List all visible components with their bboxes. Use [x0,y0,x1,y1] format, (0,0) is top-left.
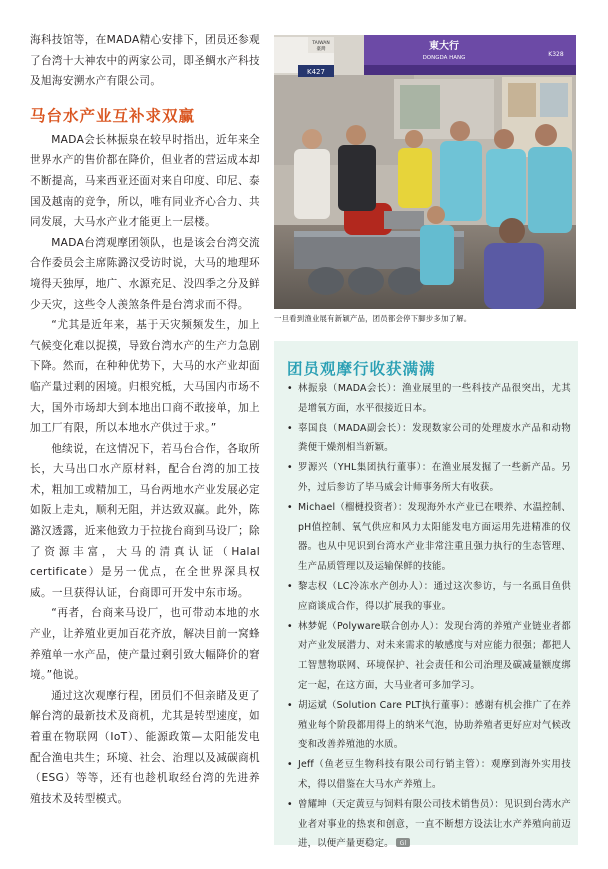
expo-booth-photo [274,35,576,309]
svg-text:Gl: Gl [399,840,407,848]
booth-number: K328 [548,51,564,58]
svg-text:臺灣: 臺灣 [316,47,326,52]
body-paragraph: 通过这次观摩行程，团员们不但亲睹及更了解台湾的最新技术及商机，尤其是转型速度，如着重在物联网（IoT）、能源政策—太阳能发电配合渔电共生；环境、社会、治理以及减碳商机（ESG）等等，还有也趁机取经台湾的先进养殖技术及转型模式。 [30,689,260,805]
body-paragraph: MADA会长林振泉在较早时指出，近年来全世界水产的售价都在降价，但业者的营运成本却不断提高，马来西亚还面对来自印度、印尼、泰国及越南的竞争，所以，唯有同业齐心合力、共同发展，大马水产业才能更上一层楼。 [30,133,260,229]
section-heading: 马台水产业互补求双赢 [30,106,196,125]
body-paragraph: 他续说，在这情况下，若马台合作，各取所长，大马出口水产原材料，配合台湾的加工技术，粗加工或精加工，马台两地水产业发展必定如阪上走丸，顺利无阻，并达致双赢。此外，陈潞汉透露，近来他致力于拉拢台商到马设厂；除了资源丰富，大马的清真认证（Halal certificate）是另一优点，在全世界深具权威。一旦获得认证，台商即可开发中东市场。 [30,442,260,599]
taiwan-sign: TAIWAN [312,41,330,46]
body-paragraph: MADA台湾观摩团领队，也是该会台湾交流合作委员会主席陈潞汉受访时说，大马的地理环境得天独厚，地广、水源充足、没四季之分及鲜少天灾，这些令人羡煞条件是台湾求而不得。 [30,236,260,311]
list-item: • 黎志权（LC冷冻水产创办人）：通过这次参访，与一名虱目鱼供应商谈成合作，得以扩展我的事业。 [287,577,571,617]
sidebar-box [274,341,578,850]
list-item: • Michael（榴槤投资者）：发现海外水产业已在喂养、水温控制、pH值控制、氧气供应和风力太阳能发电方面运用先进精准的仪器。也从中见识到台湾水产业非常注重且强力执行的生态管理、生产品质管理以及运输保鲜的技能。 [287,498,571,577]
list-item: • 胡运斌（Solution Care PLT执行董事）：感谢有机会推广了在养殖业每个阶段都用得上的纳米气泡，协助养殖者更好应对气候改变和改善养殖池的水质。 [287,696,571,755]
left-column [30,30,260,809]
booth-k427-label: K427 [307,68,325,76]
list-item [287,795,571,854]
list-item: • 林振泉（MADA会长）：渔业展里的一些科技产品很突出，尤其是增氧方面，水平很接近日本。 [287,379,571,419]
intro-paragraph: 海科技馆等，在MADA精心安排下，团员还参观了台湾十大神农中的两家公司，即圣鲷水产科技及旭海安溯水产有限公司。 [30,34,260,88]
quote-paragraph: “尤其是近年来，基于天灾频频发生，加上气候变化难以捉摸，导致台湾水产的生产力急剧下降。然而，在种种优势下，大马的水产业却面临产量过剩的困境。归根究柢，大马国内市场不大，国外市场却大到本地出口商不敢接单，加上加工厂有限，所以本地水产供过于求。” [30,319,260,435]
end-mark-icon [396,838,410,847]
testimonial-list [287,379,571,854]
list-item-text: 曾耀坤（天定黄豆与饲料有限公司技术销售员）：见识到台湾水产业者对事业的热衷和创意，一直不断想方设法让水产养殖向前迈进，以便产量更稳定。 [298,798,571,850]
quote-paragraph: “再者，台商来马设厂，也可带动本地的水产业，让养殖业更加百花齐放，解决目前一窝蜂养殖单一水产品，使产量过剩引致大幅降价的窘境。”他说。 [30,607,260,682]
list-item: • Jeff（鱼老豆生物科技有限公司行销主管）：观摩到海外实用技术，得以借鉴在大马水产养殖上。 [287,755,571,795]
list-item: • 罗源兴（YHL集团执行董事）：在渔业展发掘了一些新产品。另外，过后参访了毕马威会计师事务所大有收获。 [287,458,571,498]
booth-sign-subtitle: DONGDA HANG [422,55,466,61]
box-title: 团员观摩行收获满满 [287,360,436,378]
booth-sign-title: 東大行 [429,41,459,52]
list-item: • 林梦妮（Polyware联合创办人）：发现台湾的养殖产业链业者都对产业发展潜力、对未来需求的敏感度与对应能力很强；都把人工智慧物联网、环境保护、社会责任和公司治理及碳减量额度绑定一起，在这方面，大马业者可多加学习。 [287,617,571,696]
photo-caption: 一旦看到渔业展有新颖产品，团员都会停下脚步多加了解。 [274,314,472,323]
list-item: • 辜国良（MADA副会长）：发现数家公司的处理废水产品和动物粪便干燥剂相当新颖。 [287,419,571,459]
